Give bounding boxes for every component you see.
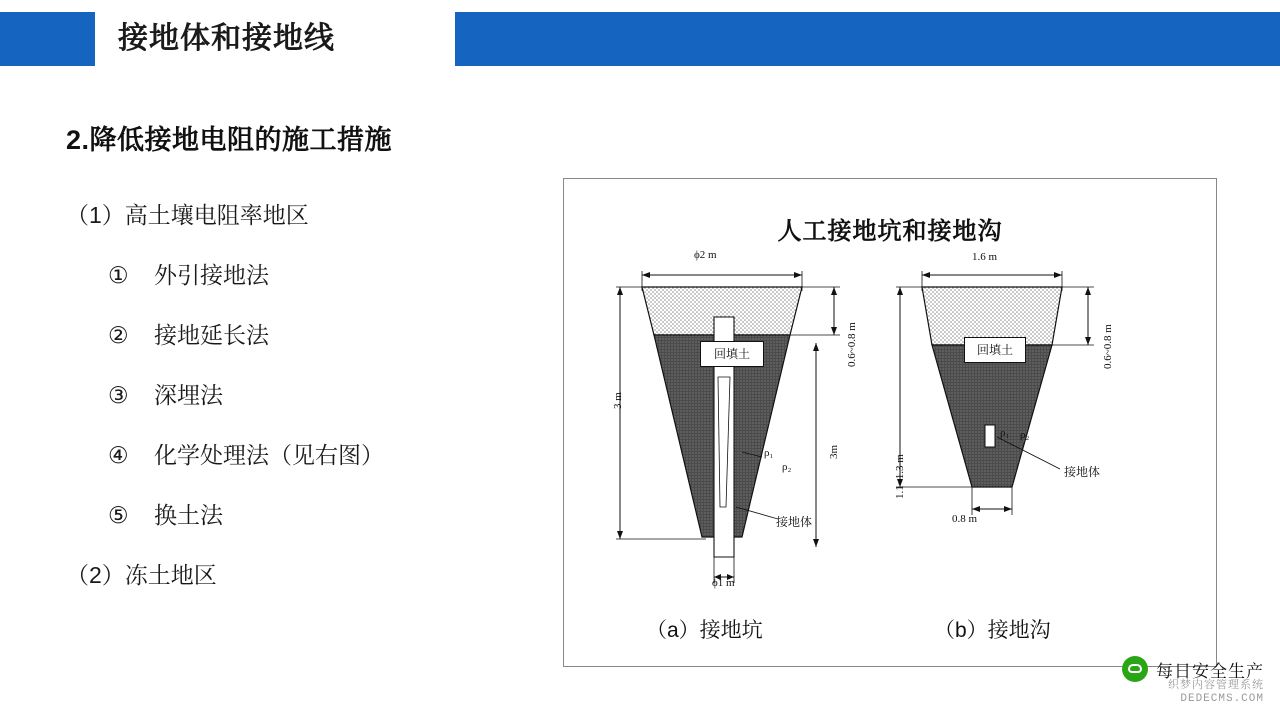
list-item bbox=[66, 245, 536, 305]
trench-rho2-label: ρ₂ bbox=[1020, 429, 1030, 441]
list-item-number: ① bbox=[108, 262, 129, 288]
trench-backfill-depth-label: 0.6~0.8 m bbox=[1102, 324, 1114, 369]
pit-bottom-width-label: ϕ1 m bbox=[712, 577, 735, 589]
list-item bbox=[66, 185, 536, 245]
list-item bbox=[66, 305, 536, 365]
list-item-text: （2）冻土地区 bbox=[66, 562, 217, 588]
pit-depth-left-label: 3 m bbox=[612, 392, 624, 409]
trench-backfill-box: 回填土 bbox=[964, 337, 1026, 363]
trench-rho1-label: ρ₁ bbox=[1000, 427, 1010, 439]
list-item-number: ⑤ bbox=[108, 502, 129, 528]
list-item-text: 化学处理法（见右图） bbox=[154, 442, 384, 468]
watermark-sub-line2: DEDECMS.COM bbox=[1180, 693, 1264, 705]
pit-rho1-label: ρ₁ bbox=[764, 447, 774, 459]
section-title: 2.降低接地电阻的施工措施 bbox=[66, 125, 393, 155]
list-item-number: ③ bbox=[108, 382, 129, 408]
header-accent-tick bbox=[68, 19, 79, 59]
pit-rho2-label: ρ₂ bbox=[782, 461, 792, 473]
pit-depth-right-label: 3m bbox=[828, 444, 840, 459]
trench-depth-label: 1.1~1.3 m bbox=[894, 454, 906, 499]
bullet-list bbox=[66, 185, 536, 605]
list-item bbox=[66, 425, 536, 485]
list-item-text: 外引接地法 bbox=[154, 262, 269, 288]
wechat-icon bbox=[1122, 656, 1148, 682]
trench-top-width-label: 1.6 m bbox=[972, 251, 998, 263]
watermark-sub bbox=[1168, 680, 1264, 706]
watermark bbox=[1122, 656, 1264, 682]
figure-caption-b: （b）接地沟 bbox=[934, 619, 1051, 642]
list-item-text: 深埋法 bbox=[154, 382, 223, 408]
grounding-pit-drawing bbox=[602, 257, 902, 617]
watermark-sub-line1: 织梦内容管理系统 bbox=[1168, 680, 1264, 692]
figure-caption-a: （a）接地坑 bbox=[646, 619, 763, 642]
watermark-name: 每日安全生产 bbox=[1156, 661, 1264, 681]
list-item-text: 换土法 bbox=[154, 502, 223, 528]
figure-panel bbox=[563, 178, 1217, 667]
trench-bottom-width-label: 0.8 m bbox=[952, 513, 978, 525]
slide-header bbox=[0, 12, 1280, 66]
list-item bbox=[66, 485, 536, 545]
list-item-number: ④ bbox=[108, 442, 129, 468]
trench-electrode-label: 接地体 bbox=[1064, 465, 1101, 479]
pit-backfill-depth-label: 0.6~0.8 m bbox=[846, 322, 858, 367]
list-item bbox=[66, 545, 536, 605]
list-item-number: ② bbox=[108, 322, 129, 348]
list-item-text: （1）高土壤电阻率地区 bbox=[66, 202, 309, 228]
pit-electrode-label: 接地体 bbox=[776, 515, 813, 529]
figure-title: 人工接地坑和接地沟 bbox=[777, 218, 1003, 245]
pit-backfill-box: 回填土 bbox=[700, 341, 764, 367]
page-title: 接地体和接地线 bbox=[118, 22, 335, 55]
list-item bbox=[66, 365, 536, 425]
pit-top-width-label: ϕ2 m bbox=[694, 249, 717, 261]
grounding-trench-drawing bbox=[882, 257, 1142, 567]
list-item-text: 接地延长法 bbox=[154, 322, 269, 348]
